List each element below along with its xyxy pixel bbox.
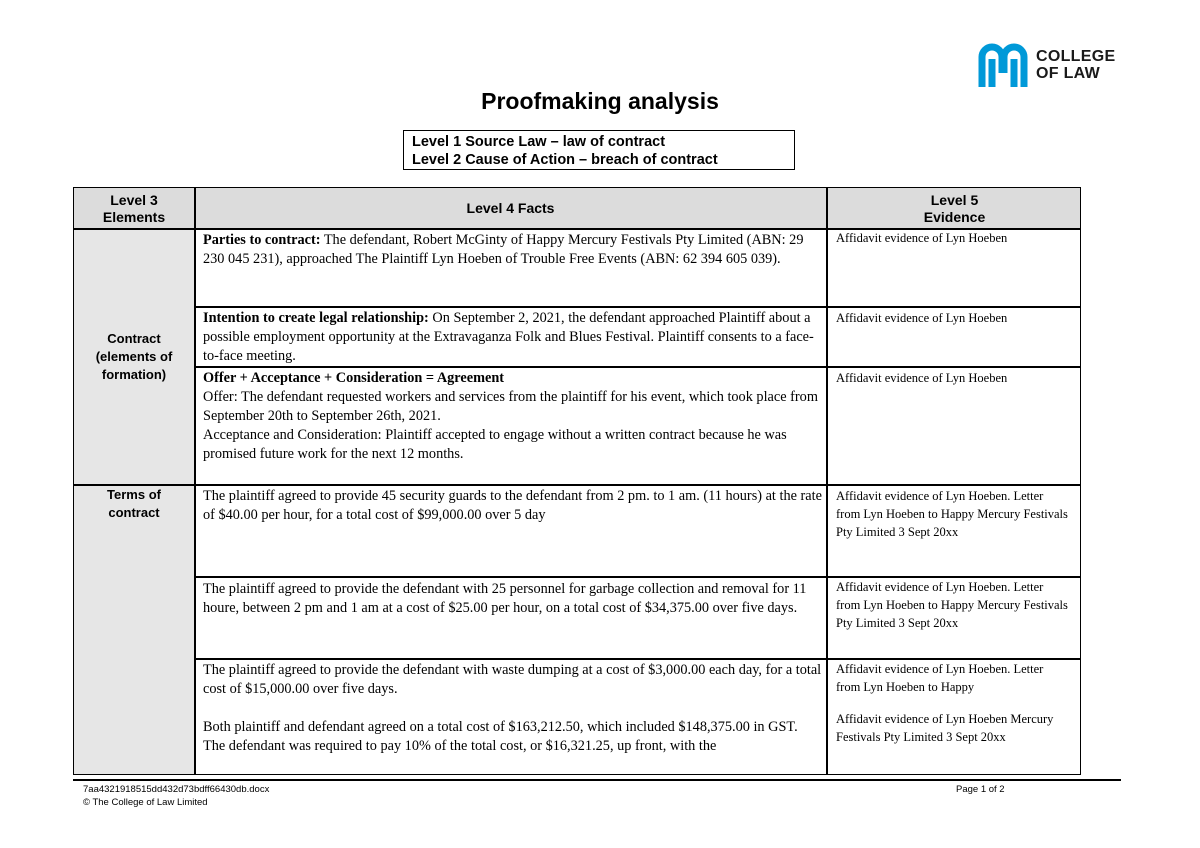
header-level-5: Level 5 Evidence (923, 191, 986, 225)
element-terms-of-contract: Terms of contract (107, 487, 161, 520)
level-2-text: Level 2 Cause of Action – breach of contract (412, 152, 718, 168)
header-level-3: Level 3 Elements (102, 191, 166, 225)
logo-line-1: COLLEGE (1036, 48, 1116, 65)
fact-agreement: Offer + Acceptance + Consideration = Agreement Offer: The defendant requested workers and services from the plaintiff for his event, which took place from September 20th to September 26th, 2021. Acceptance and Consideration: Plaintiff accepted to engage without a written contract because he was promised future work for the next 12 months. (203, 370, 818, 462)
element-contract-formation: Contract (elements of formation) (95, 331, 173, 382)
row-divider-1 (194, 306, 1080, 308)
fact-intention: Intention to create legal relationship: On September 2, 2021, the defendant approached Plaintiff about a possible employment opportunity at the Extravaganza Folk and Blues Festival. Plaintiff consents to a face-to-face meeting. (203, 310, 814, 364)
fact-security-guards: The plaintiff agreed to provide 45 security guards to the defendant from 2 pm. to 1 am. (11 hours) at the rate of $40.00 per hour, for a total cost of $99,000.00 over 5 day (203, 488, 822, 523)
evidence-row-6: Affidavit evidence of Lyn Hoeben. Letter from Lyn Hoeben to Happy Affidavit evidence of Lyn Hoeben Mercury Festivals Pty Limited 3 Sept 20xx (836, 662, 1054, 744)
college-of-law-logo (978, 43, 1128, 91)
evidence-row-2: Affidavit evidence of Lyn Hoeben (836, 311, 1008, 325)
logo-line-2: OF LAW (1036, 65, 1101, 82)
col-divider-2 (826, 188, 828, 774)
footer-page-number: Page 1 of 2 (956, 784, 1005, 795)
logo-mark-icon (978, 43, 1028, 87)
footer-copyright: © The College of Law Limited (83, 797, 208, 808)
footer-filename: 7aa4321918515dd432d73bdff66430db.docx (83, 784, 270, 795)
evidence-row-5: Affidavit evidence of Lyn Hoeben. Letter from Lyn Hoeben to Happy Mercury Festivals Pty Limited 3 Sept 20xx (836, 580, 1068, 630)
footer-rule (73, 779, 1121, 781)
fact-garbage-collection: The plaintiff agreed to provide the defendant with 25 personnel for garbage collection and removal for 11 houre, between 2 pm and 1 am at a cost of $25.00 per hour, on a total cost of $34,375.00 over five days. (203, 581, 807, 616)
row-divider-2 (194, 366, 1080, 368)
header-level-4: Level 4 Facts (466, 200, 555, 216)
levels-box (403, 130, 795, 170)
fact-parties: Parties to contract: The defendant, Robert McGinty of Happy Mercury Festivals Pty Limited (ABN: 29 230 045 231), approached The Plaintiff Lyn Hoeben of Trouble Free Events (ABN: 62 394 605 039). (203, 232, 804, 267)
level-1-text: Level 1 Source Law – law of contract (412, 134, 666, 150)
fact-waste-dumping: The plaintiff agreed to provide the defendant with waste dumping at a cost of $3,000.00 each day, for a total cost of $15,000.00 over five days. Both plaintiff and defendant agreed on a total cost of $163,212.50, which included $148,375.00 in GST. The defendant was required to pay 10% of the total cost, or $16,321.25, up front, with the (203, 662, 822, 754)
logo-text (1036, 48, 1115, 82)
evidence-row-3: Affidavit evidence of Lyn Hoeben (836, 371, 1008, 385)
evidence-row-4: Affidavit evidence of Lyn Hoeben. Letter from Lyn Hoeben to Happy Mercury Festivals Pty Limited 3 Sept 20xx (836, 489, 1068, 539)
proofmaking-table (73, 187, 1081, 775)
page-title: Proofmaking analysis (481, 88, 719, 114)
evidence-row-1: Affidavit evidence of Lyn Hoeben (836, 231, 1008, 245)
group-divider (74, 484, 1080, 486)
col-divider-1 (194, 188, 196, 774)
